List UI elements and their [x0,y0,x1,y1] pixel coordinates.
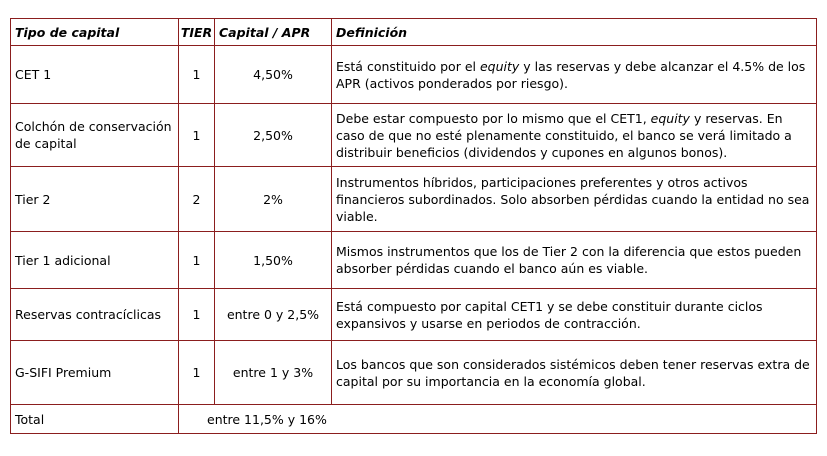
def-text-a: Está constituido por el [336,58,480,74]
cell-definicion: Mismos instrumentos que los de Tier 2 con la diferencia que estos pueden absorber pérdidas cuando el banco aún es viable. [332,232,817,289]
def-text-b: y las reservas y debe alcanzar el 4.5% de los APR (activos ponderados por riesgo). [336,58,806,91]
header-definicion: Definición [332,19,817,46]
cell-capital: 4,50% [215,46,332,104]
cell-tier: 1 [179,341,215,405]
header-tier: TIER [179,19,215,46]
cell-tipo: CET 1 [11,46,179,104]
capital-table-container [10,18,817,434]
table-row [11,104,817,167]
cell-tipo: G-SIFI Premium [11,341,179,405]
header-capital: Capital / APR [215,19,332,46]
cell-definicion: Instrumentos híbridos, participaciones preferentes y otros activos financieros subordinados. Solo absorben pérdidas cuando la entidad no sea viable. [332,167,817,232]
total-capital: entre 11,5% y 16% [179,405,817,434]
cell-tier: 1 [179,232,215,289]
table-row [11,232,817,289]
cell-tipo: Reservas contracíclicas [11,289,179,341]
cell-definicion [332,104,817,167]
cell-tier: 1 [179,289,215,341]
def-emphasis: equity [479,58,520,74]
cell-tipo: Colchón de conservación de capital [11,104,179,167]
cell-tier: 2 [179,167,215,232]
table-row [11,289,817,341]
cell-tier: 1 [179,46,215,104]
def-emphasis: equity [650,110,690,126]
header-row [11,19,817,46]
cell-definicion [332,46,817,104]
total-row [11,405,817,434]
cell-tipo: Tier 2 [11,167,179,232]
table-row [11,167,817,232]
table-row [11,46,817,104]
cell-capital: entre 0 y 2,5% [215,289,332,341]
cell-tipo: Tier 1 adicional [11,232,179,289]
cell-definicion: Los bancos que son considerados sistémicos deben tener reservas extra de capital por su importancia en la economía global. [332,341,817,405]
header-tipo: Tipo de capital [11,19,179,46]
total-label: Total [11,405,179,434]
cell-capital: 2,50% [215,104,332,167]
cell-capital: entre 1 y 3% [215,341,332,405]
table-row [11,341,817,405]
cell-capital: 2% [215,167,332,232]
cell-capital: 1,50% [215,232,332,289]
def-text-a: Debe estar compuesto por lo mismo que el CET1, [336,110,651,126]
cell-tier: 1 [179,104,215,167]
def-text-b: y reservas. En caso de que no esté plenamente constituido, el banco se verá limitado a distribuir beneficios (dividendos y cupones en algunos bonos). [336,110,792,160]
cell-definicion: Está compuesto por capital CET1 y se debe constituir durante ciclos expansivos y usarse en periodos de contracción. [332,289,817,341]
capital-table [10,18,817,434]
